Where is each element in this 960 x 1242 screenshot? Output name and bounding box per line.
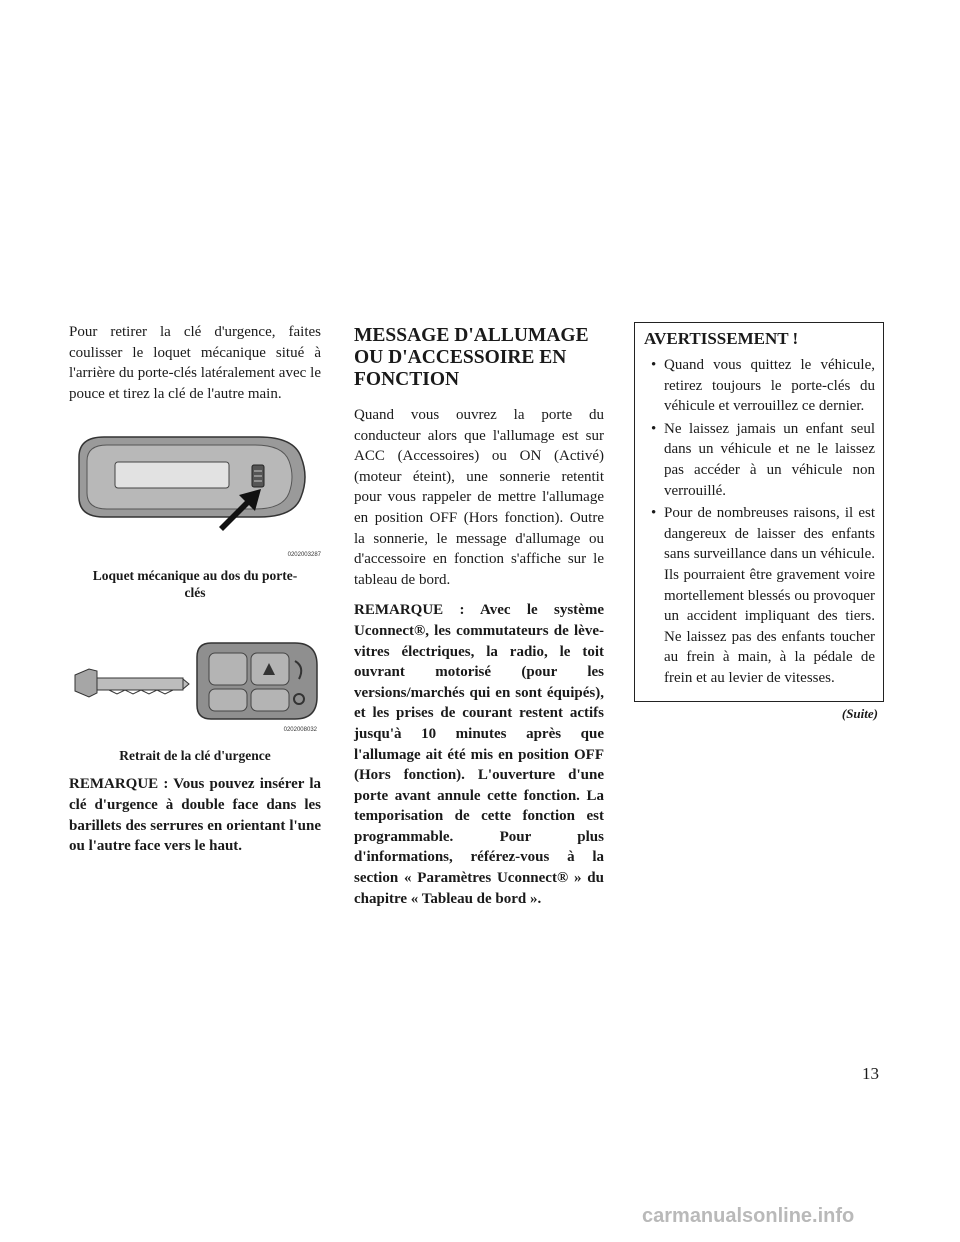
warning-title: AVERTISSEMENT ! <box>644 329 799 348</box>
warning-item: • Pour de nombreuses raisons, il est dangereux de laisser des enfants sans surveillance dans un véhicule. Ils pourraient être gravement voire mortellement blessés ou provoquer un accident impliquant des tiers. Ne laissez pas des enfants toucher au frein à main, à la pédale de frein et au levier de vitesses. <box>651 505 875 686</box>
figure-code: 0202003287 <box>287 552 321 559</box>
warning-item: • Ne laissez jamais un enfant seul dans un véhicule et ne le laissez pas accéder à un véhicule non verrouillé. <box>651 420 875 499</box>
note-paragraph: REMARQUE : Vous pouvez insérer la clé d'urgence à double face dans les barillets des serrures en orientant l'une ou l'autre face vers le haut. <box>69 776 321 855</box>
figure-caption: Loquet mécanique au dos du porte-clés <box>92 568 298 601</box>
page-number: 13 <box>862 1064 879 1083</box>
intro-paragraph: Pour retirer la clé d'urgence, faites coulisser le loquet mécanique situé à l'arrière du porte-clés latéralement avec le pouce et tirez la clé de l'autre main. <box>69 324 321 402</box>
warning-list <box>644 355 875 689</box>
section-heading: MESSAGE D'ALLUMAGE OU D'ACCESSOIRE EN FONCTION <box>354 325 589 390</box>
emergency-key-figure <box>69 623 321 739</box>
bullet-icon: • <box>651 357 657 373</box>
key-fob-back-figure <box>69 417 321 559</box>
warning-box <box>634 322 884 702</box>
note-paragraph: REMARQUE : Avec le système Uconnect®, les commutateurs de lève-vitres électriques, la radio, le toit ouvrant motorisé (pour les versions/marchés qui en sont équipés), et les prises de courant restent actifs jusqu'à 10 minutes après que l'allumage ait été mis en position OFF (Hors fonction). L'ouverture d'une porte avant annule cette fonction. La temporisation de cette fonction est programmable. Pour plus d'informations, référez-vous à la section « Paramètres Uconnect® » du chapitre « Tableau de bord ». <box>354 602 604 907</box>
middle-column <box>354 322 604 909</box>
warning-item: • Quand vous quittez le véhicule, retirez toujours le porte-clés du véhicule et verrouillez ce dernier. <box>651 357 875 415</box>
body-paragraph: Quand vous ouvrez la porte du conducteur alors que l'allumage est sur ACC (Accessoires) ou ON (Activé) (moteur éteint), une sonnerie retentit pour vous rappeler de mettre l'allumage en position OFF (Hors fonction). Outre la sonnerie, le message d'allumage ou d'accessoire en fonction s'affiche sur le tableau de bord. <box>354 407 604 588</box>
emergency-key-image <box>69 623 321 739</box>
figure-caption: Retrait de la clé d'urgence <box>119 748 271 764</box>
right-column <box>634 322 884 722</box>
bullet-icon: • <box>651 420 657 437</box>
left-column <box>69 322 321 857</box>
continued-label: (Suite) <box>841 705 878 721</box>
key-fob-back-image <box>69 417 321 559</box>
watermark: carmanualsonline.info <box>642 1205 855 1227</box>
bullet-icon: • <box>651 505 657 522</box>
figure-code: 0202008032 <box>283 727 317 734</box>
